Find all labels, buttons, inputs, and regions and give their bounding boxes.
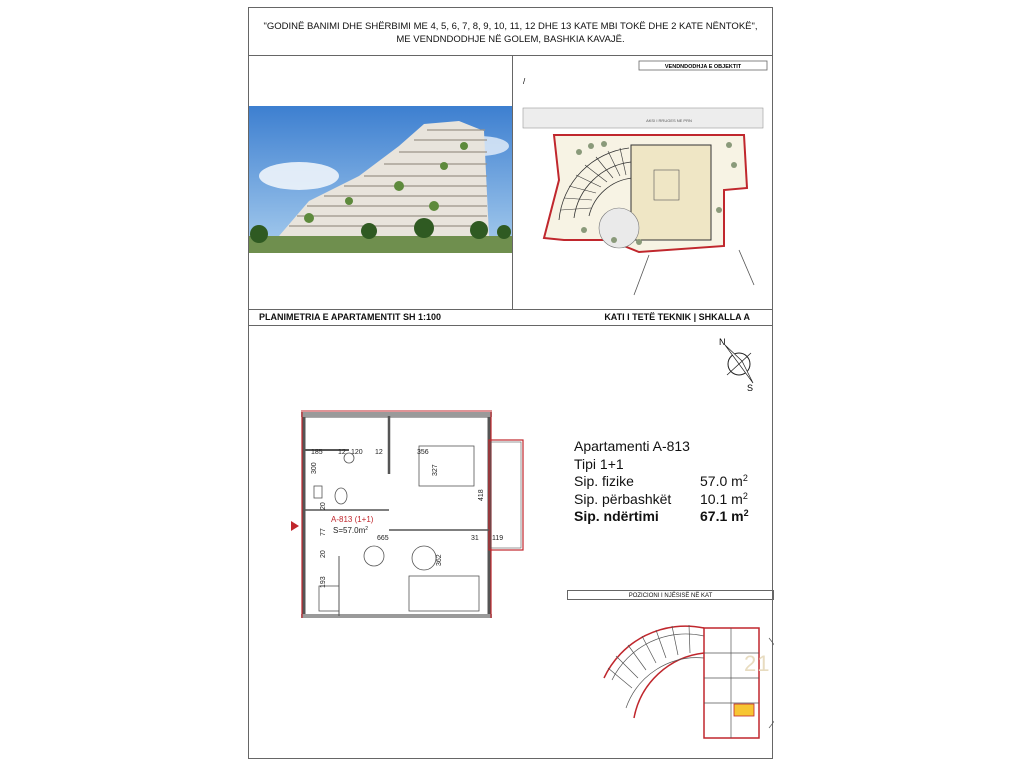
road-label: AKSI I RRUGES NE PRN: [646, 118, 692, 123]
svg-text:/: /: [523, 77, 526, 86]
dim-665: 665: [377, 535, 389, 542]
dim-356: 356: [417, 449, 429, 456]
dim-20b: 20: [320, 550, 327, 558]
dim-12a: 12: [338, 449, 346, 456]
area-value: 57.0 $m^2$: [700, 473, 748, 489]
unit-label: A-813 (1+1): [331, 515, 374, 524]
area-value: 10.1 $m^2$: [700, 490, 748, 507]
site-plan-title: VENDNDODHJA E OBJEKTIT: [664, 64, 742, 70]
area-label: Sip. ndërtimi: [574, 508, 659, 524]
apartment-title: Apartamenti A-813: [574, 438, 690, 454]
project-header: [249, 8, 772, 56]
area-row-shared: [574, 491, 764, 509]
project-title-line-1: "GODINË BANIMI DHE SHËRBIMI ME 4, 5, 6, 7, 8, 9, 10, 11, 12 DHE 13 KATE MBI TOKË DHE 2 KATE NËNTOKË",: [263, 21, 758, 32]
dim-193: 193: [320, 576, 327, 588]
dim-418: 418: [478, 489, 485, 501]
apartment-info: [574, 438, 764, 526]
dim-362: 362: [436, 554, 443, 566]
highlighted-unit: [734, 704, 754, 716]
building-rendering-image: [249, 106, 512, 253]
dim-300: 300: [311, 462, 318, 474]
compass-north-label: N: [719, 337, 726, 347]
compass-south-label: S: [747, 383, 754, 393]
dim-77: 77: [320, 528, 327, 536]
apartment-type: Tipi 1+1: [574, 455, 624, 472]
dim-120: 120: [351, 449, 363, 456]
position-title: POZICIONI I NJËSISË NË KAT: [567, 590, 774, 600]
area-label: Sip. përbashkët: [574, 490, 672, 507]
dim-31: 31: [471, 535, 479, 542]
north-arrow-icon: [717, 331, 767, 393]
watermark-text: 21: [744, 651, 771, 676]
images-divider: [512, 56, 513, 309]
dim-20a: 20: [320, 502, 327, 510]
floor-title: KATI I TETË TEKNIK | SHKALLA A: [604, 312, 750, 322]
area-label: Sip. fizike: [574, 473, 634, 489]
area-value: 67.1 $m^2$: [700, 508, 749, 524]
unit-area-label: $S=57.0m^2$: [333, 526, 369, 535]
area-row-physical: [574, 473, 764, 491]
images-row: [249, 56, 772, 310]
dim-327: 327: [432, 464, 439, 476]
unit-position-minimap: [594, 608, 774, 758]
dim-185: 185: [311, 449, 323, 456]
apartment-floor-plan: [289, 406, 529, 622]
dim-119: 119: [492, 535, 504, 542]
project-title-line-2: ME VENDNDODHJE NË GOLEM, BASHKIA KAVAJË.: [396, 34, 625, 45]
dim-12b: 12: [375, 449, 383, 456]
site-plan-drawing: [519, 60, 769, 300]
section-bar: [249, 309, 772, 326]
document-sheet: [248, 7, 773, 759]
plan-title: PLANIMETRIA E APARTAMENTIT SH 1:100: [259, 312, 442, 322]
area-row-total: [574, 508, 764, 526]
